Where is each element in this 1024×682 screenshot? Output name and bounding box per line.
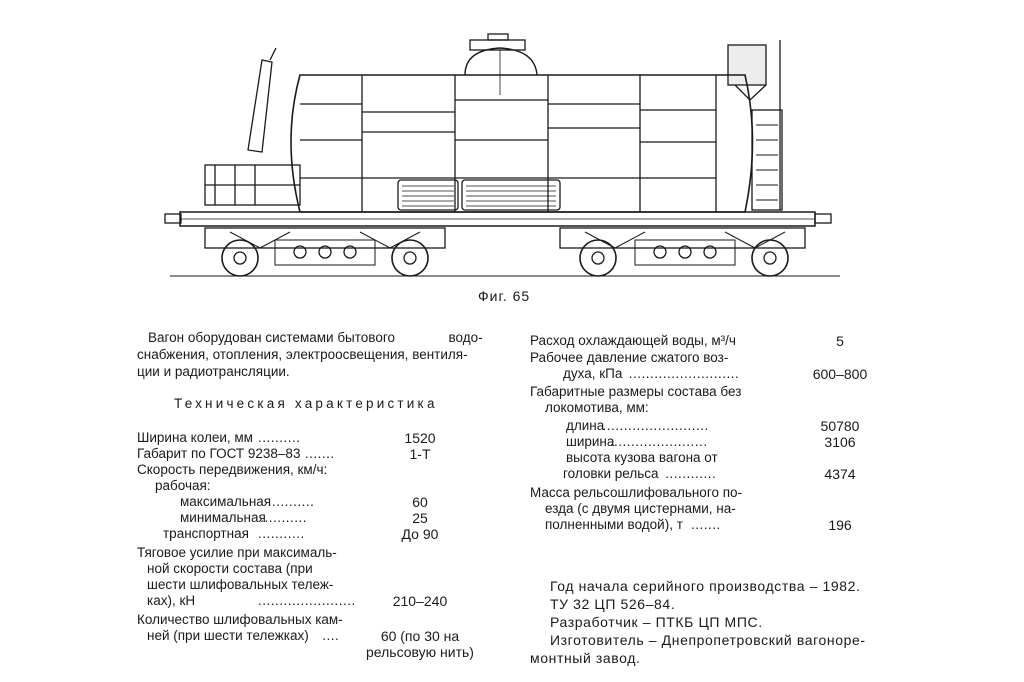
spec-value: 60	[412, 494, 428, 510]
spec-label: езда (с двумя цистернами, на-	[545, 501, 736, 516]
spec-label: ширина	[566, 434, 615, 449]
spec-value: 4374	[824, 466, 856, 482]
footer-line: ТУ 32 ЦП 526–84.	[550, 596, 676, 612]
tank-body	[291, 75, 753, 212]
wheelset-1	[222, 240, 258, 276]
spec-label: ной скорости состава (при	[147, 561, 313, 576]
leader-dots: ..........	[258, 430, 301, 445]
spec-label: Количество шлифовальных кам-	[137, 612, 343, 627]
left-bogie	[205, 228, 445, 248]
right-bogie	[560, 228, 805, 248]
wheelset-2	[392, 240, 428, 276]
spec-value: рельсовую нить)	[366, 644, 474, 660]
spec-value: 210–240	[392, 593, 448, 609]
intro-line-1-b: водо-	[448, 330, 483, 345]
right-end-platform	[728, 40, 782, 210]
spec-label: Расход охлаждающей воды, м³/ч	[530, 333, 736, 348]
spec-label: Рабочее давление сжатого воз-	[530, 350, 729, 365]
tank-wagon-drawing	[0, 0, 1024, 300]
spec-label: транспортная	[163, 526, 249, 541]
spec-label: головки рельса	[563, 466, 659, 481]
intro-line-1	[148, 330, 483, 346]
spec-value: 50780	[820, 418, 860, 434]
footer-line: монтный завод.	[530, 650, 641, 666]
intro-line-2: снабжения, отопления, электроосвещения, вентиля-	[137, 347, 468, 362]
spec-label: максимальная	[180, 494, 272, 509]
spec-label: длина	[566, 418, 605, 433]
spec-label: духа, кПа	[563, 366, 623, 381]
leader-dots: ....	[322, 628, 340, 643]
leader-dots: .........................	[602, 418, 709, 433]
spec-label: Масса рельсошлифовального по-	[530, 485, 743, 500]
left-end-platform	[205, 48, 300, 205]
leader-dots: ............	[665, 466, 717, 481]
footer-line: Год начала серийного производства – 1982.	[550, 578, 861, 594]
spec-label: шести шлифовальных тележ-	[147, 577, 334, 592]
spec-value: 60 (по 30 на	[380, 628, 460, 644]
underframe	[165, 212, 831, 226]
spec-label: локомотива, мм:	[545, 400, 649, 415]
spec-value: 600–800	[812, 366, 868, 382]
spec-value: 1-Т	[409, 446, 431, 462]
spec-label: Ширина колеи, мм	[137, 430, 253, 445]
spec-label: Габаритные размеры состава без	[530, 384, 742, 399]
figure-caption: Фиг. 65	[478, 288, 531, 304]
spec-label: Тяговое усилие при максималь-	[137, 545, 337, 560]
intro-line-3: ции и радиотрансляции.	[137, 364, 290, 379]
leader-dots: .......................	[609, 434, 708, 449]
spec-label: Габарит по ГОСТ 9238–83	[137, 446, 301, 461]
spec-label: минимальная	[180, 510, 266, 525]
section-heading: Техническая характеристика	[174, 396, 438, 411]
spec-value: 5	[836, 333, 844, 349]
wheelset-3	[580, 240, 616, 276]
spec-label: полненными водой), т	[545, 517, 683, 532]
spec-value: 196	[828, 517, 852, 533]
spec-label: высота кузова вагона от	[566, 450, 718, 465]
footer-line: Разработчик – ПТКБ ЦП МПС.	[550, 614, 763, 630]
spec-value: 25	[412, 510, 428, 526]
leader-dots: ..........................	[628, 366, 740, 381]
spec-value: До 90	[401, 526, 439, 542]
grinding-units	[275, 240, 735, 265]
leader-dots: ...........	[260, 510, 308, 525]
tank-dome	[465, 34, 537, 95]
spec-value: 3106	[824, 434, 856, 450]
intro-line-1-a: Вагон оборудован системами бытового	[148, 330, 395, 345]
spec-label: ней (при шести тележках)	[147, 628, 309, 643]
wheelset-4	[752, 240, 788, 276]
spec-value: 1520	[404, 430, 436, 446]
spec-label: ках), кН	[147, 593, 196, 608]
leader-dots: .......	[304, 446, 335, 461]
spec-label: рабочая:	[155, 478, 211, 493]
spec-label: Скорость передвижения, км/ч:	[137, 462, 328, 477]
leader-dots: ...........	[267, 494, 315, 509]
leader-dots: .......................	[258, 593, 356, 608]
leader-dots: ...........	[258, 526, 305, 541]
leader-dots: .......	[691, 517, 721, 532]
footer-line: Изготовитель – Днепропетровский вагоноре-	[550, 632, 866, 648]
